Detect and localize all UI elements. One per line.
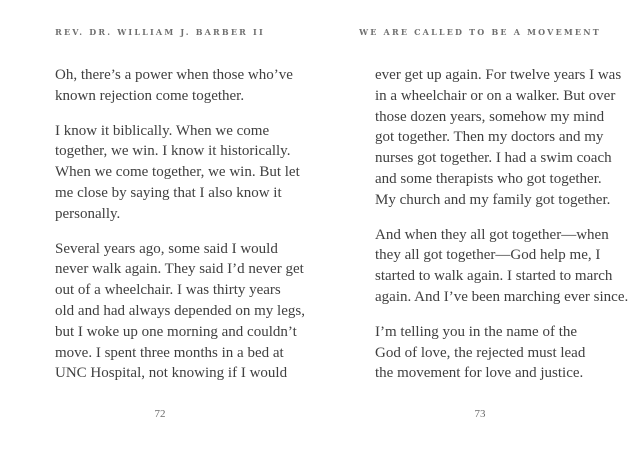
text-line: And when they all got together—when (375, 226, 609, 243)
text-line: those dozen years, somehow my mind (375, 108, 605, 125)
text-line: they all got together—God help me, I (375, 247, 601, 264)
paragraph (375, 322, 590, 384)
text-line: and some therapists who got together. (375, 170, 602, 187)
text-line: never walk again. They said I’d never get (55, 261, 304, 278)
text-line: When we come together, we win. But let (55, 164, 300, 181)
text-line: I’m telling you in the name of the (375, 323, 578, 340)
text-line: old and had always depended on my legs, (55, 302, 305, 319)
text-line: known rejection come together. (55, 87, 245, 104)
text-line: personally. (55, 205, 121, 222)
text-line: ever get up again. For twelve years I was (375, 67, 622, 83)
text-line: in a wheelchair or on a walker. But over (375, 87, 616, 104)
right-page-body (375, 65, 629, 384)
text-line: UNC Hospital, not knowing if I would (55, 365, 288, 382)
text-line: started to walk again. I started to march (375, 268, 613, 285)
right-page (320, 0, 640, 457)
paragraph (55, 121, 300, 225)
text-line: again. And I’ve been marching ever since. (375, 288, 629, 305)
left-page-body (55, 65, 305, 384)
paragraph (55, 65, 293, 107)
text-line: got together. Then my doctors and my (375, 129, 604, 146)
text-line: Several years ago, some said I would (55, 240, 278, 257)
paragraph (55, 239, 305, 385)
text-line: Oh, there’s a power when those who’ve (55, 67, 293, 83)
running-header-author: REV. DR. WILLIAM J. BARBER II (55, 27, 265, 37)
text-line: together, we win. I know it historically. (55, 143, 291, 160)
text-line: move. I spent three months in a bed at (55, 344, 284, 361)
paragraph (375, 225, 629, 308)
text-line: me close by saying that I also know it (55, 184, 282, 201)
text-line: nurses got together. I had a swim coach (375, 150, 612, 167)
text-line: God of love, the rejected must lead (375, 344, 586, 361)
text-line: but I woke up one morning and couldn’t (55, 323, 297, 340)
page-number-left: 72 (154, 408, 166, 420)
running-header-title: WE ARE CALLED TO BE A MOVEMENT (359, 27, 601, 37)
text-line: I know it biblically. When we come (55, 122, 270, 139)
paragraph (375, 65, 622, 211)
text-line: the movement for love and justice. (375, 365, 584, 382)
text-line: My church and my family got together. (375, 191, 611, 208)
text-line: out of a wheelchair. I was thirty years (55, 282, 281, 299)
page-number-right: 73 (474, 408, 486, 420)
